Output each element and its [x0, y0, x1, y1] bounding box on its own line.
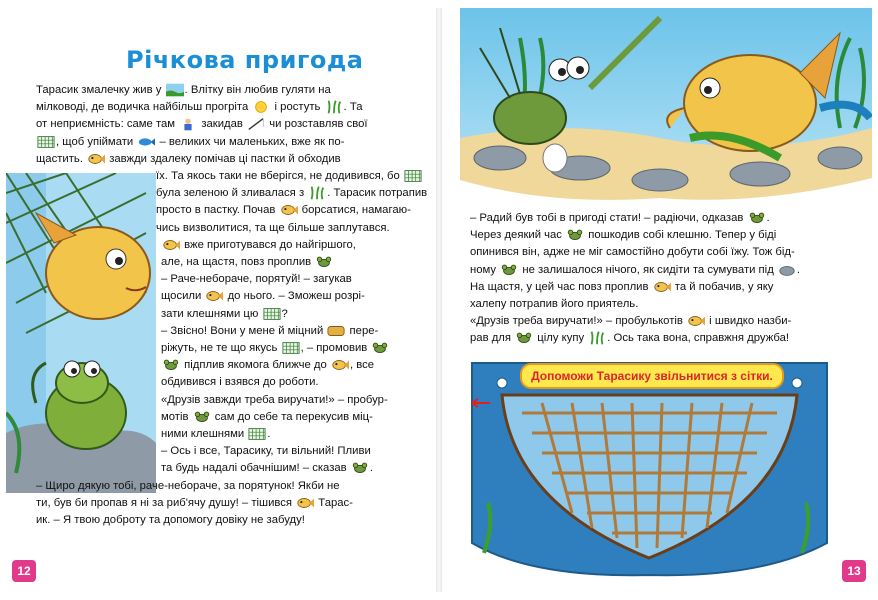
fish-icon: [331, 358, 349, 372]
text-run: . Влітку він любив гуляти на: [184, 84, 331, 96]
net-icon: [248, 427, 266, 441]
text-line: [36, 271, 428, 288]
crayfish-icon: [748, 211, 766, 225]
text-run: – Звісно! Вони у мене й міцний: [161, 324, 327, 337]
crayfish-icon: [315, 255, 333, 269]
text-line: [470, 313, 865, 330]
fish-icon: [653, 280, 671, 294]
text-run: і ростуть: [271, 101, 324, 114]
text-run: «Друзів завжди треба виручати!» – пробур-: [161, 393, 388, 406]
text-run: ріжуть, не те що якусь: [161, 342, 281, 355]
text-run: .: [796, 263, 801, 276]
crayfish-icon: [515, 331, 533, 345]
sun-icon: [252, 100, 270, 114]
crayfish-icon: [351, 461, 369, 475]
text-run: ик. – Я твою доброту та допомогу довіку не забуду!: [36, 514, 305, 527]
illustration-crayfish-and-fish: [460, 8, 872, 208]
text-line: [36, 374, 428, 391]
text-line: [36, 478, 428, 495]
net-icon: [404, 169, 422, 183]
crayfish-icon: [371, 341, 389, 355]
text-run: вже приготувався до найгіршого,: [181, 238, 356, 251]
text-line: [470, 279, 865, 296]
text-run: от неприємність: саме там: [36, 118, 179, 131]
net-icon: [37, 135, 55, 149]
text-run: – Радий був тобі в пригоді стати! – радіючи, одказав: [470, 212, 747, 224]
text-run: ?: [281, 307, 288, 320]
text-run: Тарас-: [315, 496, 353, 509]
text-line: [36, 220, 428, 237]
text-run: .: [766, 212, 770, 224]
text-run: обдивився і взявся до роботи.: [161, 376, 319, 389]
fish-icon: [87, 152, 105, 166]
text-line: [470, 210, 865, 227]
text-line: [36, 151, 428, 168]
text-run: . Та: [343, 101, 363, 114]
text-line: [36, 168, 428, 185]
net-icon: [282, 341, 300, 355]
net-icon: [263, 307, 281, 321]
crayfish-icon: [566, 228, 584, 242]
text-run: – великих чи маленьких, вже як по-: [156, 135, 345, 148]
fish-icon: [687, 314, 705, 328]
text-run: ними клешнями: [161, 428, 248, 441]
text-run: щосили: [161, 290, 205, 303]
reed-icon: [325, 100, 343, 114]
text-line: [36, 306, 428, 323]
text-run: до нього. – Зможеш розрі-: [224, 290, 365, 303]
crayfish-icon: [193, 410, 211, 424]
page-number-right: 13: [842, 560, 866, 582]
text-line: [36, 443, 428, 460]
rod-icon: [247, 117, 265, 131]
text-run: пошкодив собі клешню. Тепер у біді: [585, 229, 777, 242]
text-run: щастить.: [36, 152, 87, 165]
left-page-text: [36, 82, 428, 529]
blue-fish-icon: [137, 135, 155, 149]
text-line: [36, 185, 428, 202]
text-line: [36, 116, 428, 133]
left-page: [6, 8, 436, 592]
reed-icon: [588, 331, 606, 345]
text-line: [36, 288, 428, 305]
text-run: рав для: [470, 332, 515, 345]
text-run: опинився він, адже не міг самостійно добути собі їжу. Тож бід-: [470, 246, 795, 259]
text-run: не залишалося нічого, як сидіти та сумувати під: [519, 263, 777, 276]
crayfish-icon: [500, 263, 518, 277]
text-run: , щоб упіймати: [56, 135, 137, 148]
story-title: Річкова пригода: [126, 46, 364, 74]
text-line: [36, 323, 428, 340]
text-run: .: [369, 462, 373, 475]
text-line: [36, 134, 428, 151]
text-line: [470, 296, 865, 313]
puzzle-instruction: Допоможи Тарасику звільнитися з сітки.: [520, 363, 784, 389]
text-run: борсатися, намагаю-: [298, 204, 411, 217]
text-line: [36, 392, 428, 409]
text-run: чись визволитися, та ще більше заплутався.: [156, 221, 390, 234]
text-line: [36, 495, 428, 512]
text-line: [470, 244, 865, 261]
text-run: сам до себе та перекусив міц-: [211, 410, 373, 423]
text-run: пере-: [346, 324, 379, 337]
text-line: [470, 227, 865, 244]
text-run: На щастя, у цей час повз проплив: [470, 280, 652, 293]
text-run: та й побачив, у яку: [671, 280, 774, 293]
text-line: [36, 237, 428, 254]
maze-puzzle[interactable]: [462, 353, 837, 578]
text-run: і швидко назби-: [706, 315, 792, 328]
text-run: мілководі, де водичка найбільш прогріта: [36, 101, 252, 114]
text-line: [36, 82, 428, 99]
crayfish-icon: [162, 358, 180, 372]
fisher-icon: [179, 117, 197, 131]
text-run: була зеленою й зливалася з: [156, 187, 308, 200]
text-run: .: [267, 428, 271, 441]
text-run: , все: [349, 359, 375, 372]
text-run: зати клешнями цю: [161, 307, 262, 320]
river-icon: [166, 83, 184, 97]
page-number-left: 12: [12, 560, 36, 582]
text-run: завжди здалеку помічав ці пастки й обходив: [106, 152, 341, 165]
text-line: [36, 409, 428, 426]
text-line: [36, 254, 428, 271]
fish-icon: [280, 203, 298, 217]
rope-icon: [327, 324, 345, 338]
text-line: [470, 262, 865, 279]
text-run: підплив якомога ближче до: [181, 359, 330, 372]
right-page-text: [470, 210, 865, 348]
text-run: – Ось і все, Тарасику, ти вільний! Пливи: [161, 445, 371, 458]
text-run: Тарасик змалечку жив у: [36, 84, 165, 96]
text-line: [470, 330, 865, 347]
text-run: Через деякий час: [470, 229, 566, 242]
text-run: просто в пастку. Почав: [156, 204, 279, 217]
text-run: . Ось така вона, справжня дружба!: [607, 332, 790, 345]
text-line: [36, 99, 428, 116]
fish-icon: [162, 238, 180, 252]
text-line: [36, 426, 428, 443]
text-run: «Друзів треба виручати!» – пробулькотів: [470, 315, 687, 328]
text-line: [36, 512, 428, 529]
text-run: халепу потрапив його приятель.: [470, 298, 639, 311]
text-run: ти, був би пропав я ні за риб'ячу душу! – тішився: [36, 496, 296, 509]
text-run: їх. Та якось таки не вберігся, не додивився, бо: [156, 170, 403, 183]
text-run: . Тарасик потрапив: [327, 187, 428, 200]
book-spread: [6, 8, 872, 592]
text-run: але, на щастя, повз проплив: [161, 256, 315, 269]
text-run: ному: [470, 263, 500, 276]
text-run: закидав: [198, 118, 247, 131]
text-run: цілу купу: [534, 332, 588, 345]
text-run: та будь надалі обачнішим! – сказав: [161, 462, 350, 475]
fish-icon: [296, 496, 314, 510]
reed-icon: [308, 186, 326, 200]
text-run: чи розставляв свої: [266, 118, 368, 131]
text-line: [36, 460, 428, 477]
text-line: [36, 340, 428, 357]
text-run: , – промовив: [300, 342, 371, 355]
text-run: – Щиро дякую тобі, раче-небораче, за порятунок! Якби не: [36, 479, 340, 492]
right-page: [442, 8, 872, 592]
stone-icon: [778, 263, 796, 277]
text-line: [36, 357, 428, 374]
text-line: [36, 202, 428, 219]
text-run: – Раче-небораче, порятуй! – загукав: [161, 273, 352, 286]
text-run: мотів: [161, 410, 192, 423]
fish-icon: [205, 289, 223, 303]
